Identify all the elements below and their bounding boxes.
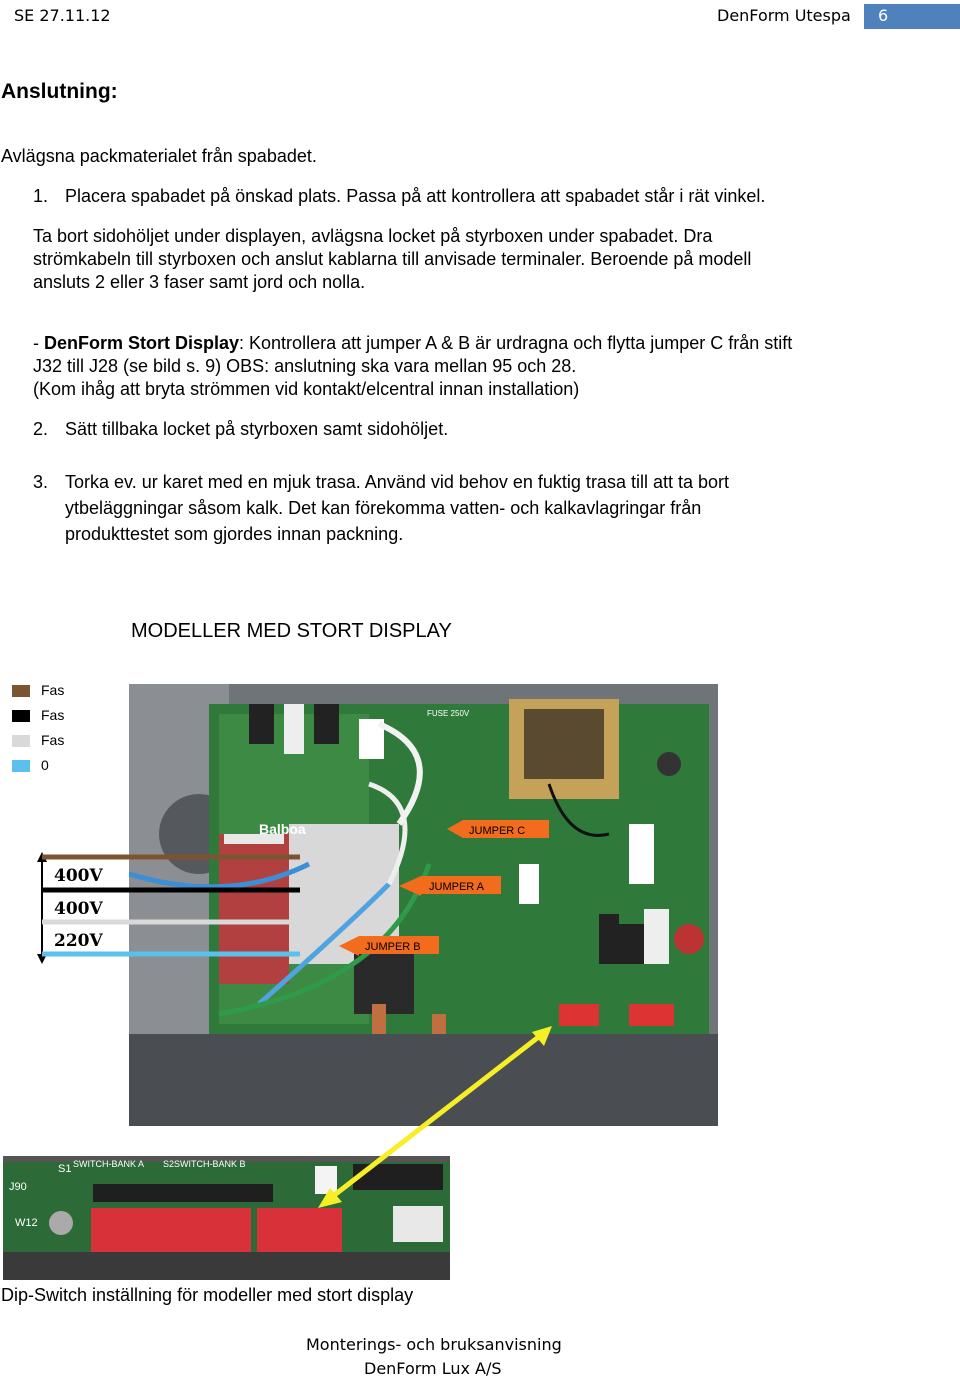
switch-label: S2SWITCH-BANK B: [163, 1159, 246, 1169]
voltage-label: 400V: [54, 899, 103, 919]
intro-text: Avlägsna packmaterialet från spabadet.: [1, 146, 317, 166]
balboa-label: Balboa: [259, 821, 306, 837]
pointer-arrow: [310, 1020, 560, 1215]
jumper-b-label: JUMPER B: [365, 941, 421, 953]
section-heading: Anslutning:: [1, 80, 118, 103]
legend-swatch: [12, 710, 30, 722]
cable-line: Ta bort sidohöljet under displayen, avlägsna locket på styrboxen under spabadet. Dra: [33, 226, 713, 246]
jumper-c-label: JUMPER C: [469, 825, 526, 837]
display-note-prefix: -: [33, 333, 44, 353]
voltage-label: 400V: [54, 866, 103, 886]
step-3-line: Torka ev. ur karet med en mjuk trasa. Använd vid behov en fuktig trasa till att ta bort: [65, 472, 729, 492]
switch-label: SWITCH-BANK A: [73, 1159, 145, 1169]
display-note-line: J32 till J28 (se bild s. 9) OBS: anslutning ska vara mellan 95 och 28.: [33, 356, 577, 376]
legend-label: Fas: [41, 682, 65, 698]
legend-swatch: [12, 685, 30, 697]
switch-label: W12: [15, 1217, 38, 1229]
cable-paragraph: [33, 225, 751, 294]
footer-line-2: DenForm Lux A/S: [364, 1359, 502, 1378]
page-number: 6: [878, 6, 889, 25]
figure-title: MODELLER MED STORT DISPLAY: [131, 620, 452, 642]
switch-label: S1: [58, 1163, 72, 1175]
fuse-label: FUSE 250V: [427, 709, 470, 718]
step-3: [33, 469, 729, 544]
step-1-number: 1.: [33, 186, 49, 206]
step-2-text: Sätt tillbaka locket på styrboxen samt sidohöljet.: [65, 419, 449, 439]
legend-swatch: [12, 760, 30, 772]
legend-label: 0: [41, 757, 49, 773]
cable-line: ansluts 2 eller 3 faser samt jord och nolla.: [33, 272, 366, 292]
step-2: [33, 418, 449, 441]
step-1: [33, 185, 766, 208]
header-date: SE 27.11.12: [14, 6, 111, 25]
footer-line-1: Monterings- och bruksanvisning: [306, 1335, 562, 1354]
switch-label: J90: [9, 1181, 27, 1193]
step-3-line: ytbeläggningar såsom kalk. Det kan förekomma vatten- och kalkavlagringar från: [65, 498, 702, 518]
display-note-bold: DenForm Stort Display: [44, 333, 240, 353]
step-1-text: Placera spabadet på önskad plats. Passa på att kontrollera att spabadet står i rät vinkel.: [65, 186, 766, 206]
step-3-number: 3.: [33, 472, 49, 492]
step-2-number: 2.: [33, 419, 49, 439]
display-note-rest: : Kontrollera att jumper A & B är urdragna och flytta jumper C från stift: [239, 333, 793, 353]
step-3-line: produkttestet som gjordes innan packning.: [65, 524, 404, 544]
figure-caption: Dip-Switch inställning för modeller med stort display: [1, 1285, 414, 1305]
cable-line: strömkabeln till styrboxen och anslut kablarna till anvisade terminaler. Beroende på modell: [33, 249, 752, 269]
display-note-line: (Kom ihåg att bryta strömmen vid kontakt/elcentral innan installation): [33, 379, 580, 399]
voltage-label: 220V: [54, 931, 103, 951]
header-product: DenForm Utespa: [717, 6, 851, 25]
jumper-a-label: JUMPER A: [429, 881, 485, 893]
legend-swatch: [12, 735, 30, 747]
display-note: [33, 332, 792, 401]
legend-label: Fas: [41, 732, 65, 748]
legend-label: Fas: [41, 707, 65, 723]
page-number-box: [864, 4, 960, 29]
